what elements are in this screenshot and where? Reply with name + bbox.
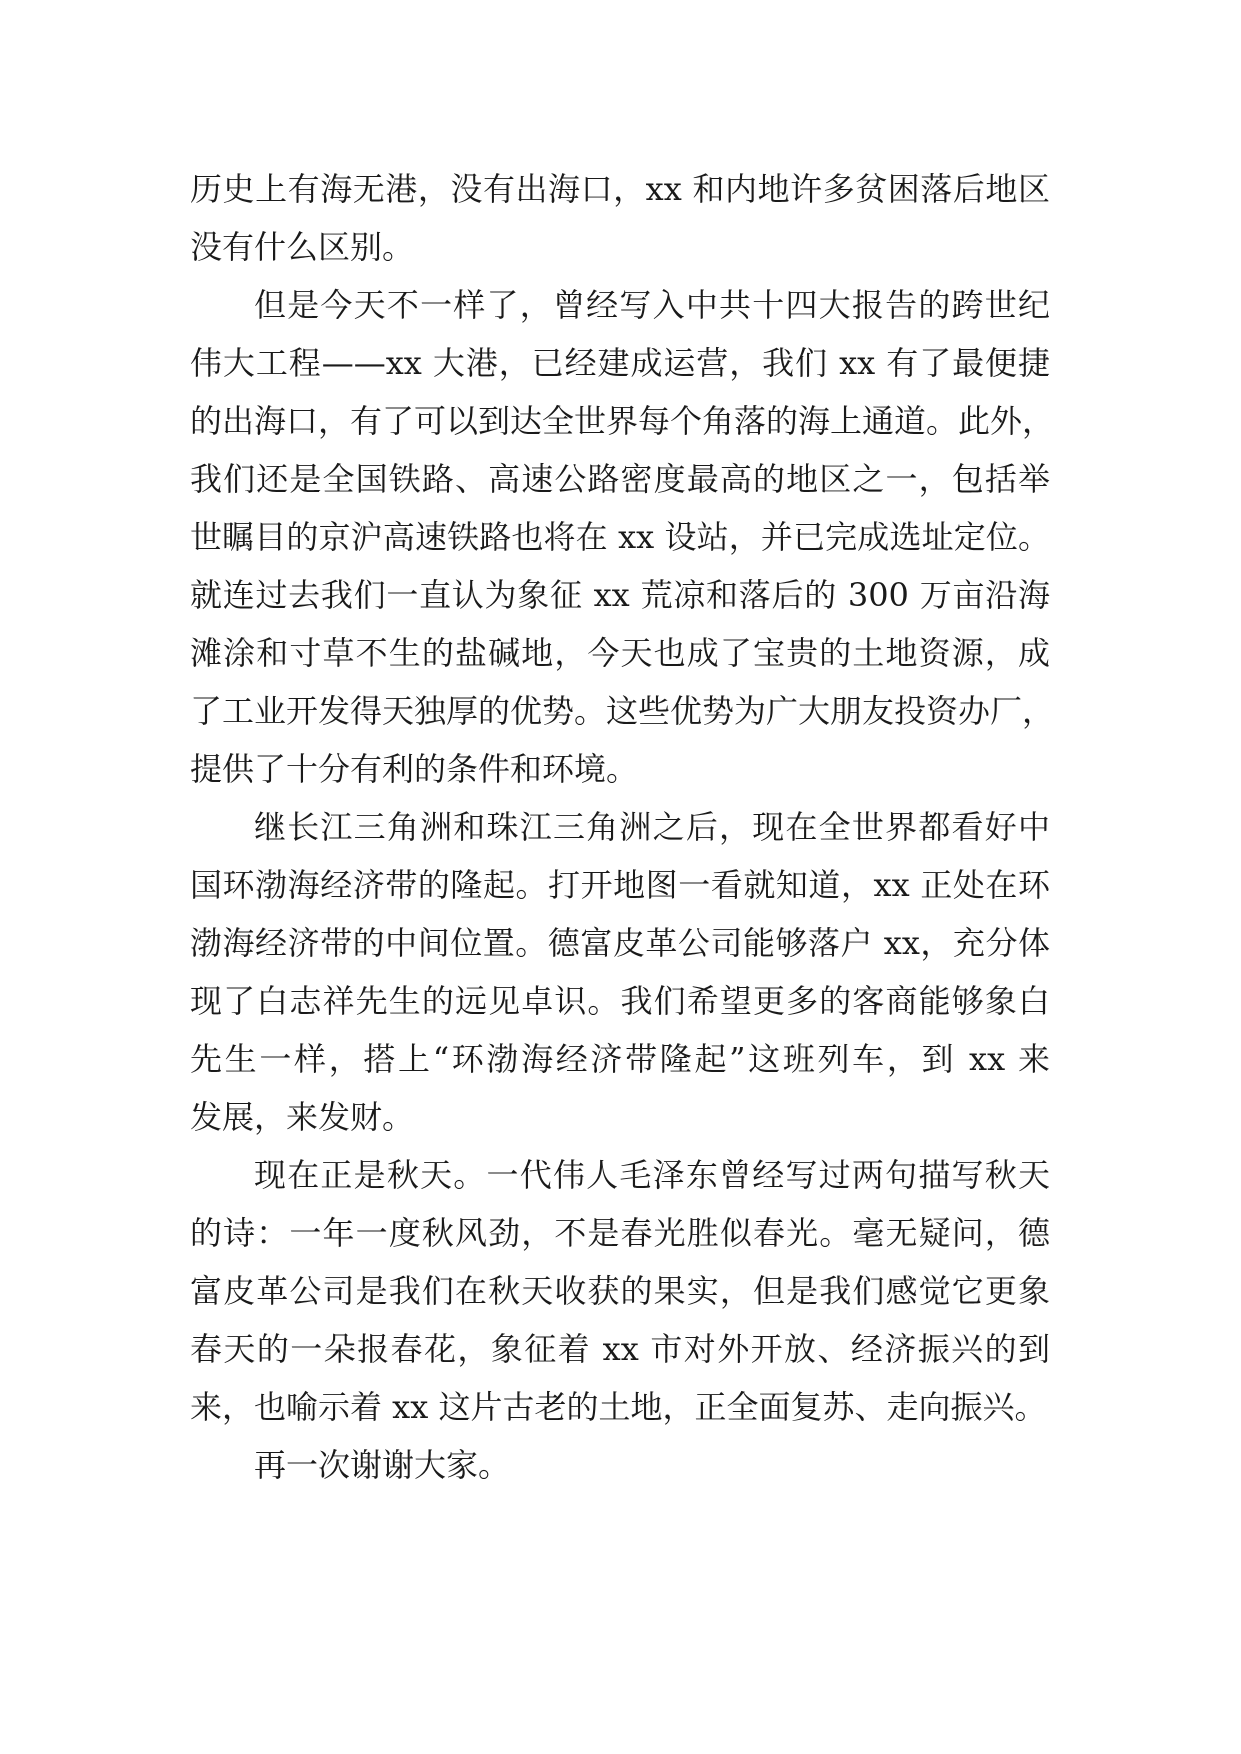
paragraph-5	[190, 1436, 1050, 1494]
text-line: 滩涂和寸草不生的盐碱地，今天也成了宝贵的土地资源，成	[190, 634, 1050, 672]
text-line: 世瞩目的京沪高速铁路也将在 xx 设站，并已完成选址定位。	[190, 518, 1050, 556]
text-line: 伟大工程——xx 大港，已经建成运营，我们 xx 有了最便捷	[190, 344, 1050, 382]
text-line: 了工业开发得天独厚的优势。这些优势为广大朋友投资办厂，	[190, 692, 1055, 730]
text-line: 现在正是秋天。一代伟人毛泽东曾经写过两句描写秋天	[254, 1156, 1050, 1194]
text-line: 春天的一朵报春花，象征着 xx 市对外开放、经济振兴的到	[190, 1330, 1050, 1368]
text-line: 的出海口，有了可以到达全世界每个角落的海上通道。此外，	[190, 402, 1055, 440]
text-line: 国环渤海经济带的隆起。打开地图一看就知道，xx 正处在环	[190, 866, 1050, 904]
text-line: 富皮革公司是我们在秋天收获的果实，但是我们感觉它更象	[190, 1272, 1050, 1310]
text-line: 再一次谢谢大家。	[254, 1446, 511, 1484]
document-body	[190, 160, 1055, 1494]
text-line: 提供了十分有利的条件和环境。	[190, 750, 639, 788]
text-line: 我们还是全国铁路、高速公路密度最高的地区之一，包括举	[190, 460, 1050, 498]
text-line: 发展，来发财。	[190, 1098, 415, 1136]
text-line: 先生一样，搭上“环渤海经济带隆起”这班列车，到 xx 来	[190, 1040, 1050, 1078]
text-line: 就连过去我们一直认为象征 xx 荒凉和落后的 300 万亩沿海	[190, 576, 1050, 614]
text-line: 的诗：一年一度秋风劲，不是春光胜似春光。毫无疑问，德	[190, 1214, 1050, 1252]
text-line: 没有什么区别。	[190, 228, 415, 266]
paragraph-4	[190, 1146, 1050, 1436]
text-line: 继长江三角洲和珠江三角洲之后，现在全世界都看好中	[254, 808, 1050, 846]
text-line: 来，也喻示着 xx 这片古老的土地，正全面复苏、走向振兴。	[190, 1388, 1047, 1426]
text-line: 渤海经济带的中间位置。德富皮革公司能够落户 xx，充分体	[190, 924, 1050, 962]
paragraph-2	[190, 276, 1055, 798]
paragraph-1	[190, 160, 1050, 276]
text-line: 现了白志祥先生的远见卓识。我们希望更多的客商能够象白	[190, 982, 1050, 1020]
paragraph-3	[190, 798, 1050, 1146]
text-line: 但是今天不一样了，曾经写入中共十四大报告的跨世纪	[254, 286, 1050, 324]
text-line: 历史上有海无港，没有出海口，xx 和内地许多贫困落后地区	[190, 170, 1050, 208]
